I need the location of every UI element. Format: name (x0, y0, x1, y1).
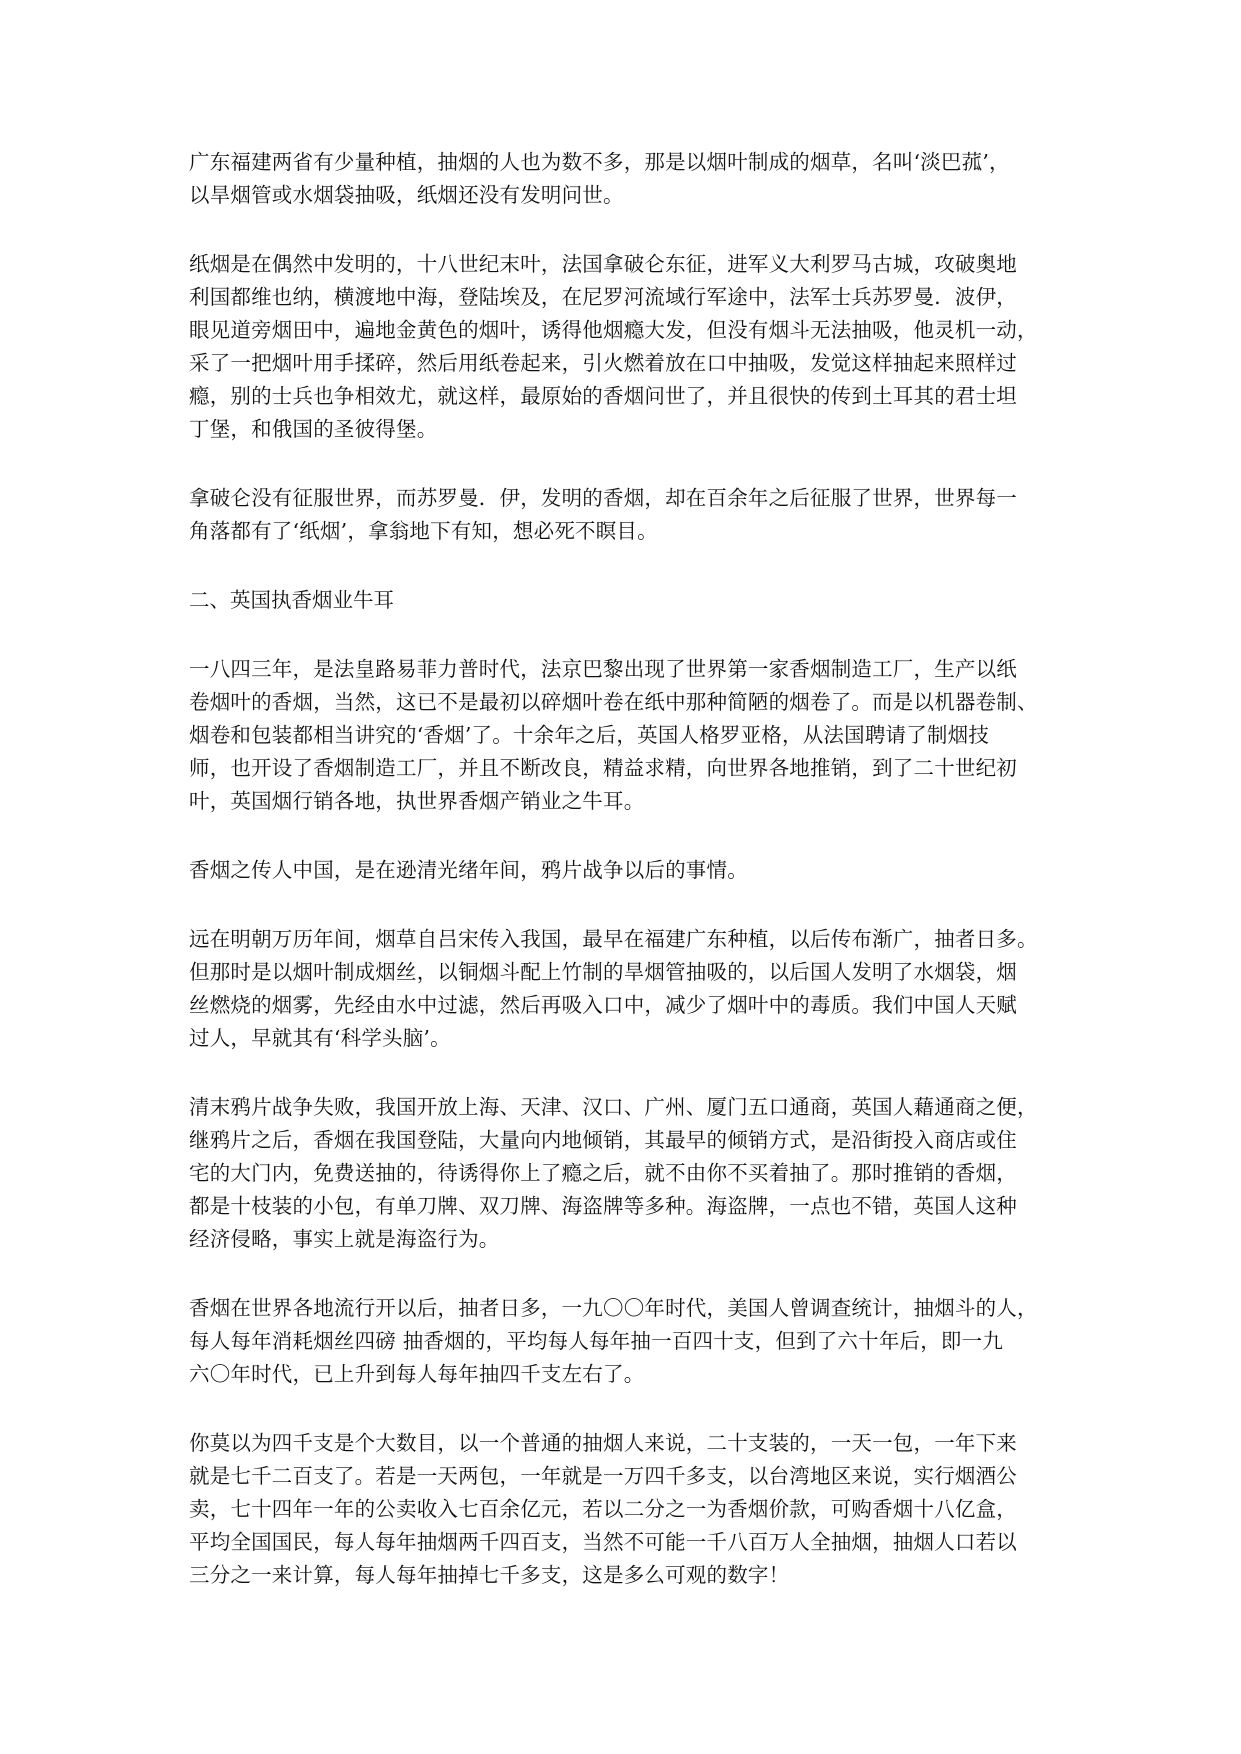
text-line: 远在明朝万历年间，烟草自吕宋传入我国，最早在福建广东种植，以后传布渐广，抽者日多。 (189, 927, 1038, 951)
text-line: 瘾，别的士兵也争相效尤，就这样，最原始的香烟问世了，并且很快的传到土耳其的君士坦 (189, 384, 1017, 408)
text-line: 清末鸦片战争失败，我国开放上海、天津、汉口、广州、厦门五口通商，英国人藉通商之便， (189, 1095, 1038, 1119)
text-line: 继鸦片之后，香烟在我国登陆，大量向内地倾销，其最早的倾销方式，是沿街投入商店或住 (189, 1128, 1017, 1152)
paragraph-6 (189, 923, 1059, 1055)
text-line: 但那时是以烟叶制成烟丝，以铜烟斗配上竹制的旱烟管抽吸的，以后国人发明了水烟袋，烟 (189, 960, 1017, 984)
text-line: 香烟之传人中国，是在逊清光绪年间，鸦片战争以后的事情。 (189, 858, 748, 882)
text-line: 经济侵略，事实上就是海盗行为。 (189, 1227, 500, 1251)
text-line: 烟卷和包装都相当讲究的‘香烟’了。十余年之后，英国人格罗亚格，从法国聘请了制烟技 (189, 723, 990, 747)
text-line: 纸烟是在偶然中发明的，十八世纪末叶，法国拿破仑东征，进军义大利罗马古城，攻破奥地 (189, 252, 1017, 276)
text-line: 丝燃烧的烟雾，先经由水中过滤，然后再吸入口中，减少了烟叶中的毒质。我们中国人天赋 (189, 993, 1017, 1017)
paragraph-9 (189, 1427, 1059, 1592)
text-line: 宅的大门内，免费送抽的，待诱得你上了瘾之后，就不由你不买着抽了。那时推销的香烟， (189, 1161, 1017, 1185)
text-line: 师，也开设了香烟制造工厂，并且不断改良，精益求精，向世界各地推销，到了二十世纪初 (189, 756, 1017, 780)
text-line: 卷烟叶的香烟，当然，这已不是最初以碎烟叶卷在纸中那种简陋的烟卷了。而是以机器卷制、 (189, 690, 1038, 714)
text-line: 广东福建两省有少量种植，抽烟的人也为数不多，那是以烟叶制成的烟草，名叫‘淡巴菰’， (189, 150, 1010, 174)
paragraph-5 (189, 854, 1059, 887)
text-line: 平均全国国民，每人每年抽烟两千四百支，当然不可能一千八百万人全抽烟，抽烟人口若以 (189, 1530, 1017, 1554)
document-body (189, 146, 1059, 1628)
text-line: 利国都维也纳，横渡地中海，登陆埃及，在尼罗河流域行军途中，法军士兵苏罗曼．波伊， (189, 285, 1017, 309)
text-line: 叶，英国烟行销各地，执世界香烟产销业之牛耳。 (189, 789, 645, 813)
text-line: 每人每年消耗烟丝四磅 抽香烟的，平均每人每年抽一百四十支，但到了六十年后，即一九 (189, 1329, 1004, 1353)
paragraph-8 (189, 1292, 1059, 1391)
text-line: 香烟在世界各地流行开以后，抽者日多，一九〇〇年时代，美国人曾调查统计，抽烟斗的人， (189, 1296, 1038, 1320)
text-line: 采了一把烟叶用手揉碎，然后用纸卷起来，引火燃着放在口中抽吸，发觉这样抽起来照样过 (189, 351, 1017, 375)
paragraph-4 (189, 653, 1059, 818)
text-line: 眼见道旁烟田中，遍地金黄色的烟叶，诱得他烟瘾大发，但没有烟斗无法抽吸，他灵机一动， (189, 318, 1038, 342)
paragraph-1 (189, 146, 1059, 212)
paragraph-7 (189, 1091, 1059, 1256)
paragraph-2 (189, 248, 1059, 446)
text-line: 以旱烟管或水烟袋抽吸，纸烟还没有发明问世。 (189, 183, 624, 207)
text-line: 拿破仑没有征服世界，而苏罗曼．伊，发明的香烟，却在百余年之后征服了世界，世界每一 (189, 486, 1017, 510)
text-line: 你莫以为四千支是个大数目，以一个普通的抽烟人来说，二十支装的，一天一包，一年下来 (189, 1431, 1017, 1455)
text-line: 都是十枝装的小包，有单刀牌、双刀牌、海盗牌等多种。海盗牌，一点也不错，英国人这种 (189, 1194, 1017, 1218)
text-line: 六〇年时代，已上升到每人每年抽四千支左右了。 (189, 1362, 645, 1386)
text-line: 丁堡，和俄国的圣彼得堡。 (189, 417, 438, 441)
paragraph-3 (189, 482, 1059, 548)
text-line: 过人，早就其有‘科学头脑’。 (189, 1026, 451, 1050)
text-line: 一八四三年，是法皇路易菲力普时代，法京巴黎出现了世界第一家香烟制造工厂，生产以纸 (189, 657, 1017, 681)
text-line: 卖，七十四年一年的公卖收入七百余亿元，若以二分之一为香烟价款，可购香烟十八亿盒， (189, 1497, 1017, 1521)
section-heading (189, 584, 1059, 617)
section-heading-text: 二、英国执香烟业牛耳 (189, 588, 394, 612)
text-line: 三分之一来计算，每人每年抽掉七千多支，这是多么可观的数字！ (189, 1563, 790, 1587)
text-line: 角落都有了‘纸烟’，拿翁地下有知，想必死不瞑目。 (189, 519, 658, 543)
text-line: 就是七千二百支了。若是一天两包，一年就是一万四千多支，以台湾地区来说，实行烟酒公 (189, 1464, 1017, 1488)
